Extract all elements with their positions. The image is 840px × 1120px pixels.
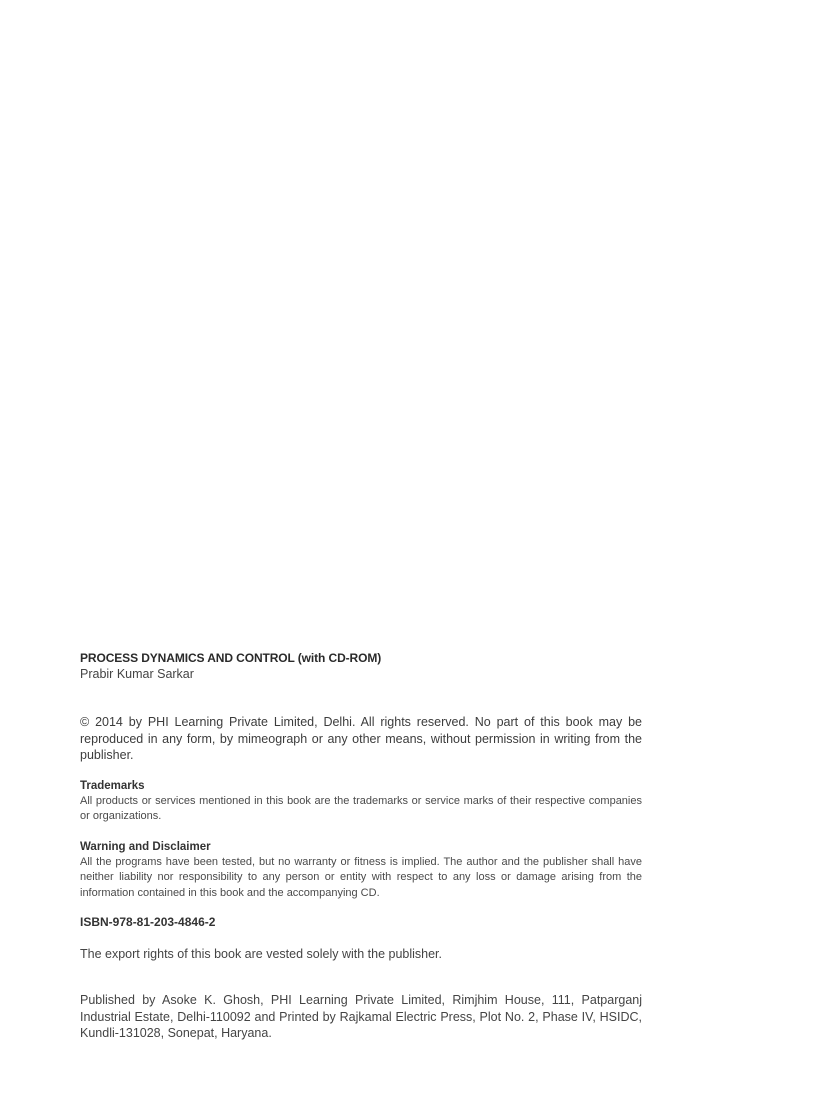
publisher-info: Published by Asoke K. Ghosh, PHI Learning Private Limited, Rimjhim House, 111, Patparganj Industrial Estate, Delhi-110092 and Printed by Rajkamal Electric Press, Plot No. 2, Phase IV, HSIDC, Kundli-131028, Sonepat, Haryana.	[80, 993, 642, 1040]
copyright-page	[80, 650, 642, 1042]
book-title: PROCESS DYNAMICS AND CONTROL (with CD-ROM)	[80, 651, 382, 665]
disclaimer-text: All the programs have been tested, but no warranty or fitness is implied. The author and the publisher shall have neither liability nor responsibility to any person or entity with respect to any loss or damage arising from the information contained in this book and the accompanying CD.	[80, 855, 642, 899]
trademarks-text: All products or services mentioned in this book are the trademarks or service marks of their respective companies or organizations.	[80, 794, 642, 822]
disclaimer-heading: Warning and Disclaimer	[80, 840, 211, 853]
isbn: ISBN-978-81-203-4846-2	[80, 915, 216, 929]
export-rights: The export rights of this book are vested solely with the publisher.	[80, 947, 442, 961]
trademarks-heading: Trademarks	[80, 779, 145, 792]
book-author: Prabir Kumar Sarkar	[80, 667, 194, 681]
copyright-notice: © 2014 by PHI Learning Private Limited, Delhi. All rights reserved. No part of this book may be reproduced in any form, by mimeograph or any other means, without permission in writing from the publisher.	[80, 715, 642, 762]
